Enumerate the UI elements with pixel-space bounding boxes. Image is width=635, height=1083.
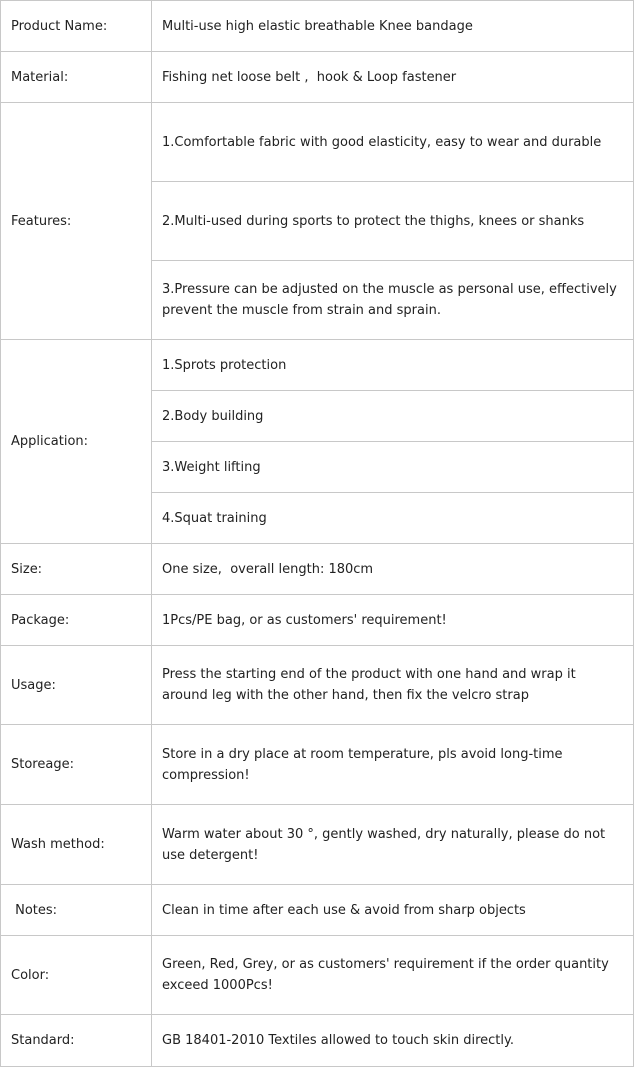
row-label: Standard: (1, 1015, 152, 1067)
row-value: Clean in time after each use & avoid from sharp objects (152, 885, 634, 936)
row-value: Store in a dry place at room temperature, pls avoid long-time compression! (152, 725, 634, 805)
spec-row-material (1, 52, 634, 103)
row-value: 4.Squat training (152, 493, 634, 544)
row-label: Storeage: (1, 725, 152, 805)
row-value: Green, Red, Grey, or as customers' requirement if the order quantity exceed 1000Pcs! (152, 936, 634, 1015)
row-value: 1Pcs/PE bag, or as customers' requirement! (152, 595, 634, 646)
spec-row-product-name (1, 1, 634, 52)
row-label: Usage: (1, 646, 152, 725)
spec-row-features (1, 103, 634, 182)
row-value: GB 18401-2010 Textiles allowed to touch skin directly. (152, 1015, 634, 1067)
row-label: Wash method: (1, 805, 152, 885)
row-value: 2.Multi-used during sports to protect the thighs, knees or shanks (152, 182, 634, 261)
row-value: 2.Body building (152, 391, 634, 442)
row-label: Material: (1, 52, 152, 103)
spec-row-application (1, 340, 634, 391)
row-value: 1.Sprots protection (152, 340, 634, 391)
spec-row-storeage (1, 725, 634, 805)
row-label: Notes: (1, 885, 152, 936)
row-value: Multi-use high elastic breathable Knee bandage (152, 1, 634, 52)
row-value: Press the starting end of the product with one hand and wrap it around leg with the other hand, then fix the velcro strap (152, 646, 634, 725)
row-label: Size: (1, 544, 152, 595)
row-label: Package: (1, 595, 152, 646)
row-value: Fishing net loose belt , hook & Loop fastener (152, 52, 634, 103)
row-value: Warm water about 30 °, gently washed, dry naturally, please do not use detergent! (152, 805, 634, 885)
row-value: 3.Weight lifting (152, 442, 634, 493)
spec-row-package (1, 595, 634, 646)
spec-row-notes (1, 885, 634, 936)
row-value: 3.Pressure can be adjusted on the muscle as personal use, effectively prevent the muscle from strain and sprain. (152, 261, 634, 340)
row-value: One size, overall length: 180cm (152, 544, 634, 595)
row-label: Product Name: (1, 1, 152, 52)
spec-row-usage (1, 646, 634, 725)
spec-row-size (1, 544, 634, 595)
row-label: Application: (1, 340, 152, 544)
row-value: 1.Comfortable fabric with good elasticity, easy to wear and durable (152, 103, 634, 182)
spec-row-color (1, 936, 634, 1015)
spec-row-standard (1, 1015, 634, 1067)
row-label: Color: (1, 936, 152, 1015)
spec-row-wash-method (1, 805, 634, 885)
row-label: Features: (1, 103, 152, 340)
